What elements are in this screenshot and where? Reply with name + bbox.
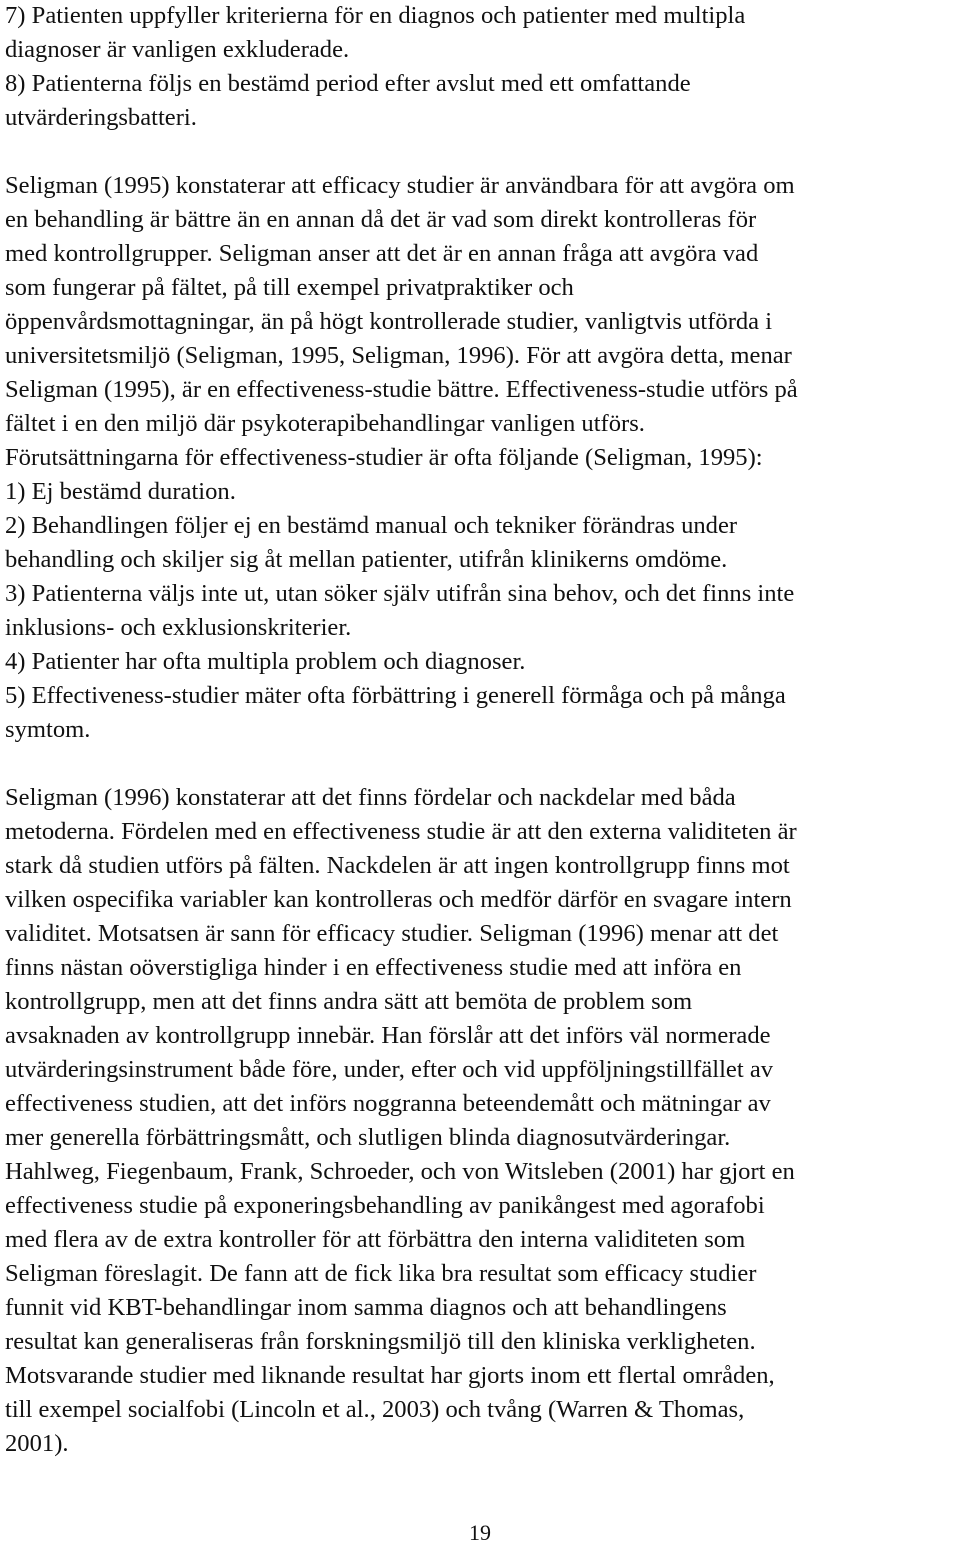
text-line: med kontrollgrupper. Seligman anser att det är en annan fråga att avgöra vad [5,240,759,267]
text-line: universitetsmiljö (Seligman, 1995, Seligman, 1996). För att avgöra detta, menar [5,342,792,369]
page-number: 19 [469,1520,491,1545]
text-line: 3) Patienterna väljs inte ut, utan söker själv utifrån sina behov, och det finns inte [5,580,795,607]
text-line: inklusions- och exklusionskriterier. [5,614,352,641]
text-line: metoderna. Fördelen med en effectiveness studie är att den externa validiteten är [5,818,797,845]
text-line: 8) Patienterna följs en bestämd period efter avslut med ett omfattande [5,70,691,97]
paragraph-effectiveness-criteria [5,169,957,747]
text-line: vilken ospecifika variabler kan kontrolleras och medför därför en svagare intern [5,886,792,913]
text-line: fältet i en den miljö där psykoterapibehandlingar vanligen utförs. [5,410,645,437]
text-line: diagnoser är vanligen exkluderade. [5,36,350,63]
text-line: med flera av de extra kontroller för att förbättra den interna validiteten som [5,1226,746,1253]
text-line: behandling och skiljer sig åt mellan patienter, utifrån klinikerns omdöme. [5,546,728,573]
text-line: 7) Patienten uppfyller kriterierna för en diagnos och patienter med multipla [5,2,746,29]
text-line: 4) Patienter har ofta multipla problem och diagnoser. [5,648,526,675]
paragraph-advantages-disadvantages [5,781,957,1461]
text-line: avsaknaden av kontrollgrupp innebär. Han förslår att det införs väl normerade [5,1022,771,1049]
text-line: 2001). [5,1430,69,1457]
text-line: kontrollgrupp, men att det finns andra sätt att bemöta de problem som [5,988,693,1015]
text-line: utvärderingsbatteri. [5,104,197,131]
text-line: en behandling är bättre än en annan då det är vad som direkt kontrolleras för [5,206,757,233]
text-line: effectiveness studie på exponeringsbehandling av panikångest med agorafobi [5,1192,765,1219]
text-line: symtom. [5,716,91,743]
text-line: resultat kan generaliseras från forskningsmiljö till den kliniska verkligheten. [5,1328,756,1355]
text-line: funnit vid KBT-behandlingar inom samma diagnos och att behandlingens [5,1294,727,1321]
text-line: 2) Behandlingen följer ej en bestämd manual och tekniker förändras under [5,512,738,539]
text-line: validitet. Motsatsen är sann för efficacy studier. Seligman (1996) menar att det [5,920,779,947]
text-line: Seligman (1995) konstaterar att efficacy studier är användbara för att avgöra om [5,172,795,199]
text-line: till exempel socialfobi (Lincoln et al., 2003) och tvång (Warren & Thomas, [5,1396,745,1423]
text-line: 5) Effectiveness-studier mäter ofta förbättring i generell förmåga och på många [5,682,786,709]
text-line: stark då studien utförs på fälten. Nackdelen är att ingen kontrollgrupp finns mot [5,852,790,879]
document-page [5,0,957,1461]
text-line: Seligman föreslagit. De fann att de fick lika bra resultat som efficacy studier [5,1260,757,1287]
text-line: Förutsättningarna för effectiveness-studier är ofta följande (Seligman, 1995): [5,444,763,471]
text-line: Seligman (1996) konstaterar att det finns fördelar och nackdelar med båda [5,784,736,811]
text-line: som fungerar på fältet, på till exempel privatpraktiker och [5,274,574,301]
text-line: Motsvarande studier med liknande resultat har gjorts inom ett flertal områden, [5,1362,775,1389]
text-line: utvärderingsinstrument både före, under, efter och vid uppföljningstillfället av [5,1056,774,1083]
text-line: effectiveness studien, att det införs noggranna beteendemått och mätningar av [5,1090,771,1117]
text-line: Seligman (1995), är en effectiveness-studie bättre. Effectiveness-studie utförs på [5,376,798,403]
text-line: Hahlweg, Fiegenbaum, Frank, Schroeder, och von Witsleben (2001) har gjort en [5,1158,795,1185]
text-line: finns nästan oöverstigliga hinder i en effectiveness studie med att införa en [5,954,742,981]
criteria-list-continuation [5,0,957,135]
text-line: 1) Ej bestämd duration. [5,478,236,505]
text-line: mer generella förbättringsmått, och slutligen blinda diagnosutvärderingar. [5,1124,731,1151]
text-line: öppenvårdsmottagningar, än på högt kontrollerade studier, vanligtvis utförda i [5,308,773,335]
